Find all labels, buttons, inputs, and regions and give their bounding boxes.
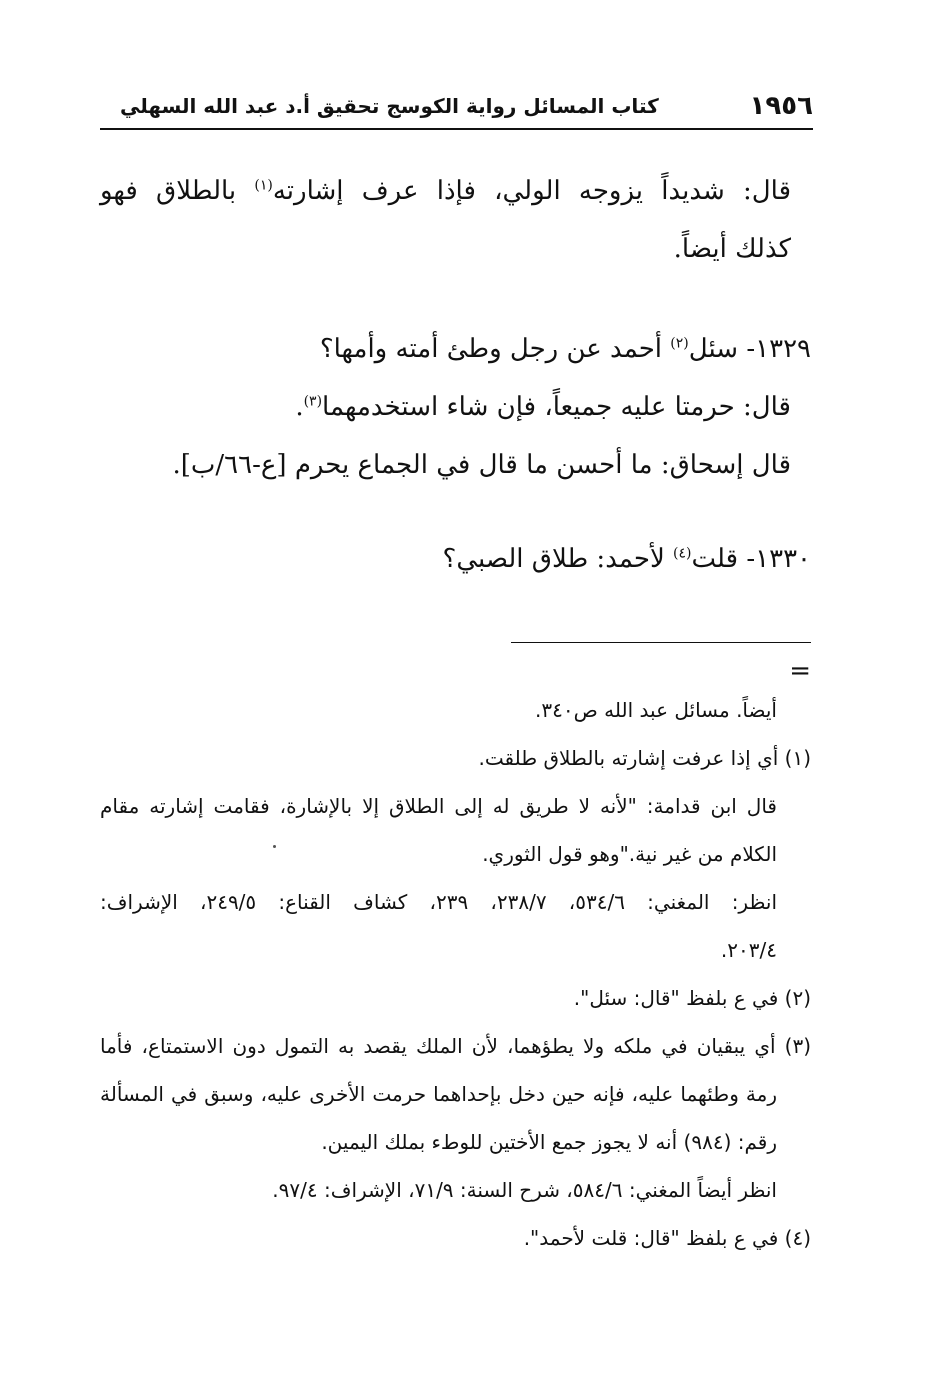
footnote-3-line: رمة وطئهما عليه، فإنه حين دخل بإحداهما حرمت الأخرى عليه، وسبق في المسألة [100, 1082, 777, 1106]
question-1329 [100, 320, 811, 494]
scan-speck [273, 845, 276, 848]
footnote-1-line: قال ابن قدامة: "لأنه لا طريق له إلى الطلاق إلا بالإشارة، فقامت إشارته مقام [100, 794, 777, 818]
body-line: كذلك أيضاً. [673, 234, 791, 264]
footnote-1-line: انظر: المغني: ٥٣٤/٦، ٢٣٨/٧، ٢٣٩، كشاف القناع: ٢٤٩/٥، الإشراف: [100, 890, 777, 914]
footnote-separator [511, 642, 811, 643]
paragraph-continuation [100, 162, 811, 278]
question-line [100, 530, 811, 588]
body-line [100, 162, 811, 220]
body-text-segment: قال: شديداً يزوجه الولي، فإذا عرف إشارته [272, 176, 792, 206]
book-title: كتاب المسائل رواية الكوسج تحقيق أ.د عبد الله السهلي [120, 94, 659, 118]
body-text-segment: . [295, 392, 304, 422]
body-text-segment: ١٣٢٩- سئل [688, 334, 811, 364]
footnote-continuation: أيضاً. مسائل عبد الله ص٣٤٠. [535, 698, 777, 722]
footnote-ref: (٣) [303, 393, 323, 410]
question-line [100, 320, 811, 378]
continuation-mark: = [789, 656, 811, 686]
body-text-segment: لأحمد: طلاق الصبي؟ [442, 544, 674, 574]
footnote-1-line: ٢٠٣/٤. [720, 938, 777, 962]
footnote-3-line: انظر أيضاً المغني: ٥٨٤/٦، شرح السنة: ٧١/٩، الإشراف: ٩٧/٤. [272, 1178, 777, 1202]
header-rule [100, 128, 813, 130]
body-text-segment: ١٣٣٠- قلت [691, 544, 811, 574]
footnote-3-line: رقم: (٩٨٤) أنه لا يجوز جمع الأختين للوطء بملك اليمين. [321, 1130, 777, 1154]
footnote-1-line: (١) أي إذا عرفت إشارته بالطلاق طلقت. [478, 746, 811, 770]
footnote-4-line: (٤) في ع بلفظ "قال: قلت لأحمد". [523, 1226, 811, 1250]
body-text-segment: أحمد عن رجل وطئ أمته وأمها؟ [319, 334, 671, 364]
footnote-ref: (٤) [673, 545, 692, 562]
footnote-2-line: (٢) في ع بلفظ "قال: سئل". [573, 986, 811, 1010]
answer-line [100, 378, 811, 436]
footnote-ref: (١) [254, 177, 273, 194]
body-text-segment: بالطلاق فهو [100, 176, 255, 206]
question-1330 [100, 530, 811, 588]
footnote-1-line: الكلام من غير نية."وهو قول الثوري. [482, 842, 777, 866]
footnote-ref: (٢) [670, 335, 689, 352]
footnote-3-line: (٣) أي يبقيان في ملكه ولا يطؤهما، لأن الملك يقصد به التمول دون الاستمتاع، فأما [100, 1034, 811, 1058]
page-number: ١٩٥٦ [749, 91, 813, 121]
answer-line: قال إسحاق: ما أحسن ما قال في الجماع يحرم [ع-٦٦/ب]. [172, 450, 791, 480]
running-header [100, 86, 813, 126]
body-text-segment: قال: حرمتا عليه جميعاً، فإن شاء استخدمهما [322, 392, 791, 422]
footnotes [100, 686, 811, 1262]
